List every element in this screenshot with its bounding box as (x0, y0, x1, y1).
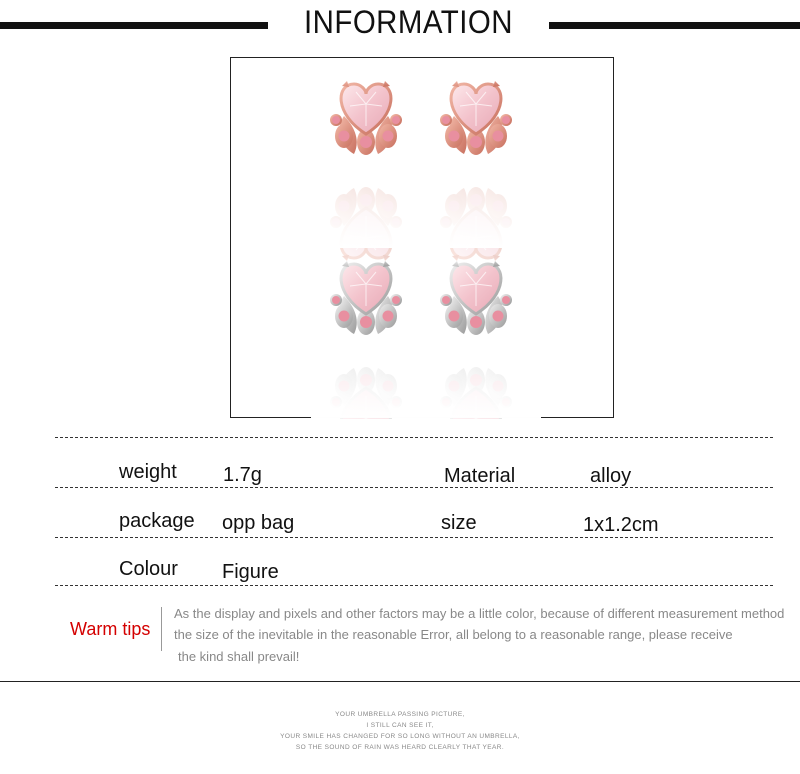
spec-weight-value: 1.7g (223, 464, 262, 486)
footer-poem-line: YOUR SMILE HAS CHANGED FOR SO LONG WITHOUT AN UMBRELLA, (280, 733, 520, 740)
spec-material-value: alloy (590, 465, 632, 487)
earring-silver-right (441, 261, 511, 335)
warm-tips-line: the kind shall prevail! (178, 649, 300, 664)
spec-package-label: package (119, 510, 195, 532)
spec-weight-label: weight (119, 461, 177, 483)
spec-colour-label: Colour (119, 558, 178, 580)
product-photo (230, 57, 614, 418)
spec-size-label: size (441, 512, 477, 534)
spec-material-label: Material (444, 465, 516, 487)
earrings-illustration (231, 58, 615, 419)
warm-tips-line: the size of the inevitable in the reasonable Error, all belong to a reasonable range, please receive (174, 627, 733, 642)
footer-poem-line: YOUR UMBRELLA PASSING PICTURE, (335, 711, 465, 718)
footer-poem-line: I STILL CAN SEE IT, (366, 722, 434, 729)
warm-tips-divider (161, 607, 162, 651)
earring-silver-left (331, 261, 401, 335)
spec-size-value: 1x1.2cm (583, 514, 659, 536)
warm-tips-label: Warm tips (70, 619, 151, 639)
page-title: INFORMATION (304, 4, 513, 40)
earring-rose-right (441, 81, 511, 155)
divider-dashed (55, 585, 773, 586)
earring-rose-left (331, 81, 401, 155)
spec-colour-value: Figure (222, 561, 279, 583)
footer-rule (0, 681, 800, 682)
divider-dashed (55, 537, 773, 538)
divider-dashed (55, 437, 773, 438)
footer-poem-line: SO THE SOUND OF RAIN WAS HEARD CLEARLY THAT YEAR. (295, 744, 505, 751)
divider-dashed (55, 487, 773, 488)
warm-tips-line: As the display and pixels and other factors may be a little color, because of different measurement method (174, 606, 785, 621)
spec-package-value: opp bag (222, 512, 295, 534)
header-bar-right (549, 22, 800, 29)
header-bar-left (0, 22, 268, 29)
